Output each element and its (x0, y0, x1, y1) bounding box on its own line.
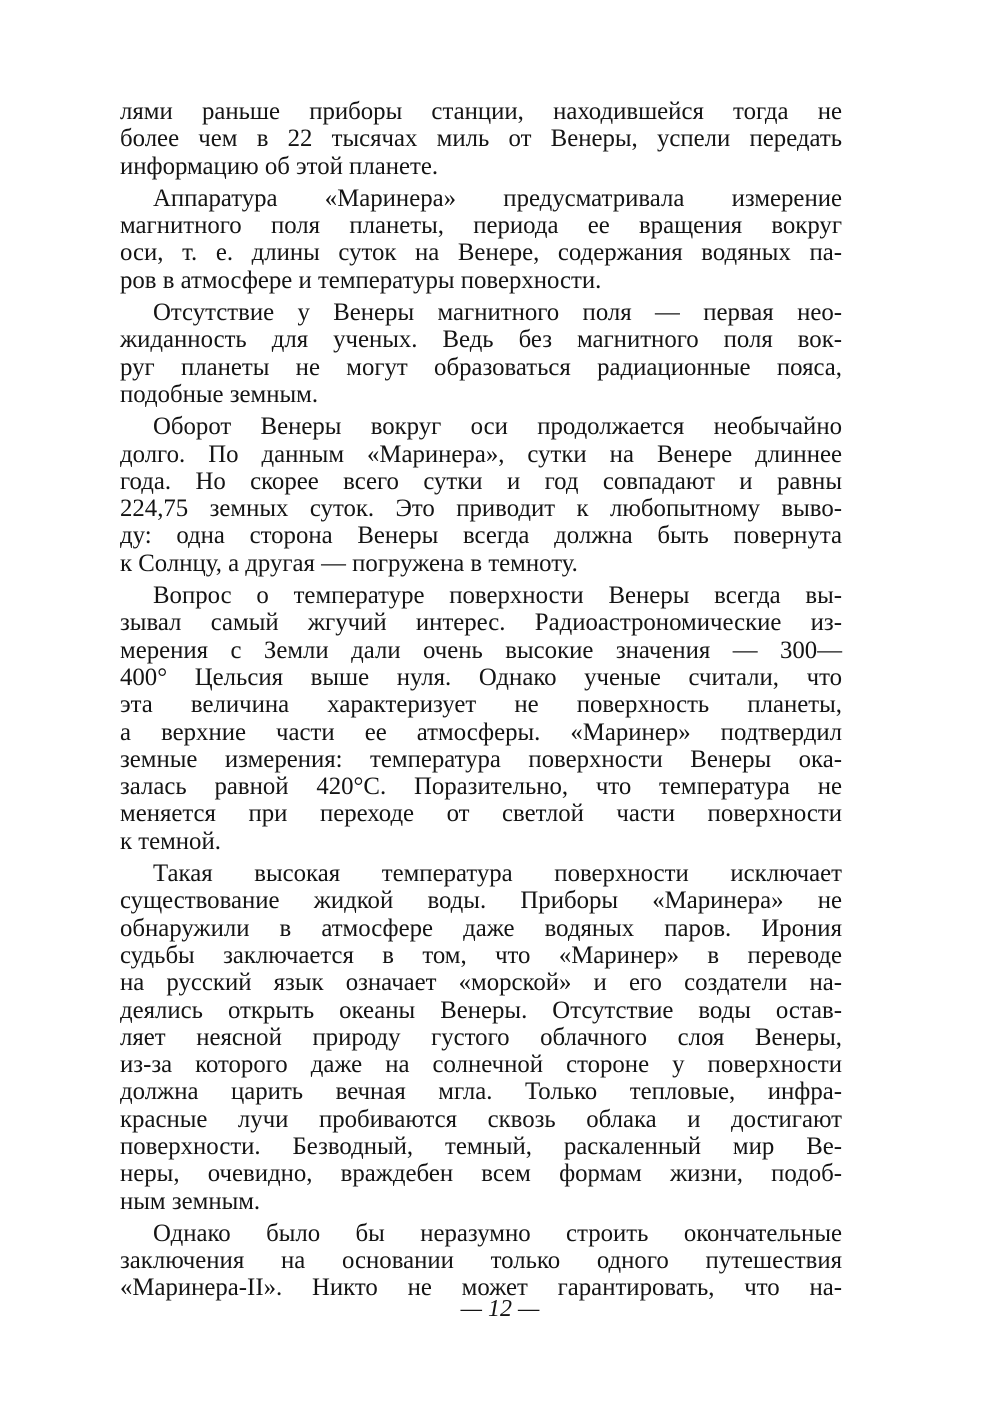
text-line: деялись открыть океаны Венеры. Отсутствие воды остав- (120, 996, 842, 1024)
page-number: — 12 — (460, 1296, 540, 1322)
text-line: лями раньше приборы станции, находившейся тогда не (120, 98, 842, 125)
text-line: года. Но скорее всего сутки и год совпадают и равны (120, 467, 842, 495)
text-line: магнитного поля планеты, периода ее вращения вокруг (120, 212, 842, 240)
text-line: Вопрос о температуре поверхности Венеры всегда вы- (153, 582, 842, 610)
text-line: эта величина характеризует не поверхность планеты, (120, 691, 842, 719)
text-line: ров в атмосфере и температуры поверхности. (120, 266, 602, 294)
text-line: Отсутствие у Венеры магнитного поля — первая нео- (153, 299, 842, 327)
text-line: ду: одна сторона Венеры всегда должна быть повернута (120, 522, 842, 550)
text-line: Аппаратура «Маринера» предусматривала измерение (153, 184, 842, 212)
text-line: жиданность для ученых. Ведь без магнитного поля вок- (120, 326, 842, 354)
text-line: 224,75 земных суток. Это приводит к любопытному выво- (120, 495, 842, 523)
text-line: подобные земным. (120, 380, 319, 408)
text-line: ляет неясной природу густого облачного слоя Венеры, (120, 1023, 842, 1051)
text-line: должна царить вечная мгла. Только тепловые, инфра- (120, 1078, 842, 1106)
text-line: на русский язык означает «морской» и его создатели на- (120, 969, 842, 997)
text-line: поверхности. Безводный, темный, раскаленный мир Ве- (120, 1132, 842, 1160)
text-line: 400° Цельсия выше нуля. Однако ученые считали, что (120, 663, 842, 691)
text-line: Оборот Венеры вокруг оси продолжается необычайно (153, 413, 842, 441)
paragraph (120, 1220, 842, 1302)
text-line: земные измерения: температура поверхности Венеры ока- (120, 745, 842, 773)
text-line: обнаружили в атмосфере даже водяных паров. Ирония (120, 914, 842, 942)
text-line: долго. По данным «Маринера», сутки на Венере длиннее (120, 440, 842, 468)
text-line: к Солнцу, а другая — погружена в темноту. (120, 549, 578, 577)
text-line: из-за которого даже на солнечной стороне у поверхности (120, 1051, 842, 1079)
text-line: более чем в 22 тысячах миль от Венеры, успели передать (120, 125, 842, 153)
text-line: красные лучи пробиваются сквозь облака и достигают (120, 1105, 842, 1133)
paragraph (120, 185, 842, 294)
text-line: ным земным. (120, 1187, 261, 1215)
text-line: оси, т. е. длины суток на Венере, содержания водяных па- (120, 239, 842, 267)
text-line: Такая высокая температура поверхности исключает (153, 860, 842, 888)
text-line: неры, очевидно, враждебен всем формам жизни, подоб- (120, 1160, 842, 1188)
text-line: судьбы заключается в том, что «Маринер» в переводе (120, 941, 842, 969)
paragraph (120, 413, 842, 577)
text-line: информацию об этой планете. (120, 152, 439, 180)
text-line: зывал самый жгучий интерес. Радиоастрономические из- (120, 609, 842, 637)
paragraph (120, 582, 842, 855)
text-line: руг планеты не могут образоваться радиационные пояса, (120, 353, 842, 381)
paragraph (120, 299, 842, 408)
text-line: к темной. (120, 827, 221, 855)
text-line: мерения с Земли дали очень высокие значения — 300— (120, 636, 842, 664)
text-line: залась равной 420°С. Поразительно, что температура не (120, 773, 842, 801)
page-body (120, 98, 842, 1302)
text-line: «Маринера-II». Никто не может гарантировать, что на- (120, 1274, 842, 1302)
text-line: а верхние части ее атмосферы. «Маринер» подтвердил (120, 718, 842, 746)
paragraph (120, 98, 842, 180)
text-line: заключения на основании только одного путешествия (120, 1247, 842, 1275)
text-line: меняется при переходе от светлой части поверхности (120, 800, 842, 828)
paragraph (120, 860, 842, 1215)
text-line: Однако было бы неразумно строить окончательные (153, 1219, 842, 1247)
text-line: существование жидкой воды. Приборы «Маринера» не (120, 887, 842, 915)
